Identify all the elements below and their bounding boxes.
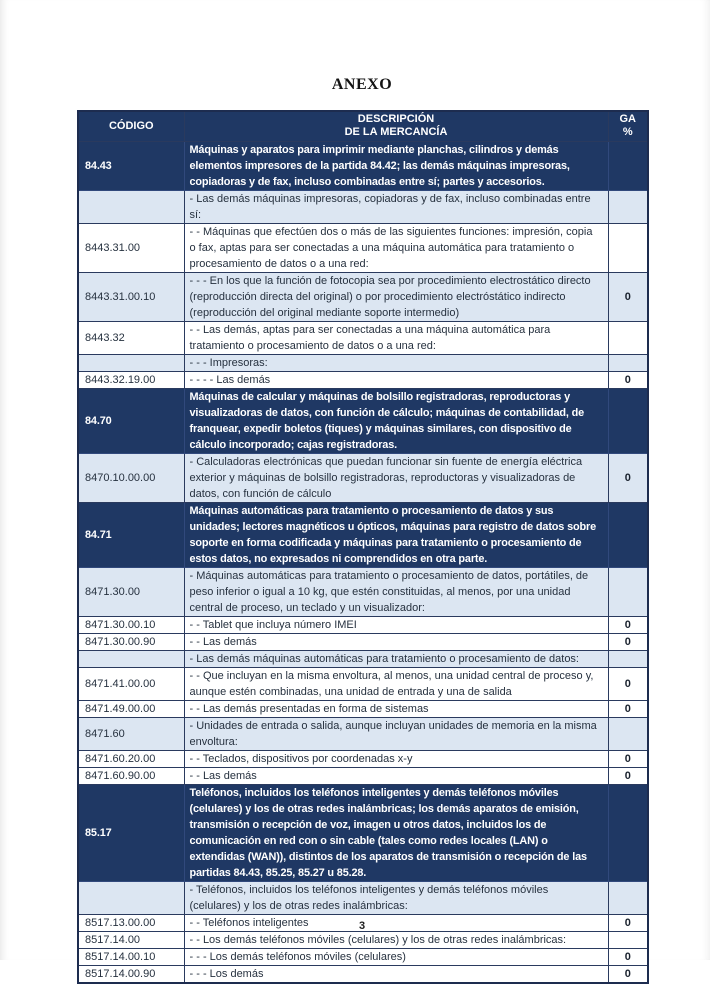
ga-cell: 0 <box>608 948 648 965</box>
ga-cell: 0 <box>608 453 648 502</box>
table-row <box>78 767 648 784</box>
table-row <box>78 717 648 750</box>
description-cell: - Máquinas automáticas para tratamiento o procesamiento de datos, portátiles, de peso inferior o igual a 10 kg, que estén constituidas, al menos, por una unidad central de proceso, un teclado y un visualizador: <box>184 567 608 616</box>
description-cell: Teléfonos, incluidos los teléfonos inteligentes y demás teléfonos móviles (celulares) y los de otras redes inalámbricas; los demás aparatos de emisión, transmisión o recepción de voz, imagen u otros datos, incluidos los de comunicación en red con o sin cable (tales como redes locales (LAN) o extendidas (WAN)), distintos de los aparatos de transmisión o recepción de las partidas 84.43, 85.25, 85.27 u 85.28. <box>184 784 608 881</box>
table-row <box>78 321 648 354</box>
ga-cell: 0 <box>608 767 648 784</box>
code-cell: 8443.31.00.10 <box>78 272 184 321</box>
code-cell: 8517.13.00.00 <box>78 914 184 931</box>
code-cell: 8471.30.00.10 <box>78 616 184 633</box>
description-cell: - - Teclados, dispositivos por coordenadas x-y <box>184 750 608 767</box>
code-cell: 8517.14.00.90 <box>78 965 184 983</box>
ga-cell <box>608 784 648 881</box>
ga-cell: 0 <box>608 700 648 717</box>
description-cell: Máquinas y aparatos para imprimir mediante planchas, cilindros y demás elementos impresores de la partida 84.42; las demás máquinas impresoras, copiadoras y de fax, incluso combinadas entre sí; partes y accesorios. <box>184 141 608 190</box>
header-descripcion <box>184 111 608 141</box>
table-row <box>78 453 648 502</box>
code-cell: 8443.32 <box>78 321 184 354</box>
header-ga-line1: GA <box>619 113 636 126</box>
code-cell: 8470.10.00.00 <box>78 453 184 502</box>
ga-cell <box>608 141 648 190</box>
description-cell: - - Las demás <box>184 633 608 650</box>
description-cell: Máquinas de calcular y máquinas de bolsillo registradoras, reproductoras y visualizadoras de datos, con función de cálculo; máquinas de contabilidad, de franquear, expedir boletos (tiques) y máquinas similares, con dispositivo de cálculo incorporado; cajas registradoras. <box>184 388 608 453</box>
table-row <box>78 931 648 948</box>
ga-cell <box>608 650 648 667</box>
ga-cell <box>608 321 648 354</box>
description-cell: - Las demás máquinas automáticas para tratamiento o procesamiento de datos: <box>184 650 608 667</box>
ga-cell <box>608 502 648 567</box>
ga-cell <box>608 354 648 371</box>
description-cell: - - - Los demás <box>184 965 608 983</box>
description-cell: - - Teléfonos inteligentes <box>184 914 608 931</box>
description-cell: - - Los demás teléfonos móviles (celulares) y los de otras redes inalámbricas: <box>184 931 608 948</box>
code-cell: 85.17 <box>78 784 184 881</box>
header-codigo-label: CÓDIGO <box>108 120 154 133</box>
ga-cell <box>608 190 648 223</box>
code-cell: 8471.30.00 <box>78 567 184 616</box>
header-descripcion-line1: DESCRIPCIÓN <box>357 113 435 126</box>
ga-cell: 0 <box>608 633 648 650</box>
header-codigo <box>78 111 184 141</box>
table-row <box>78 700 648 717</box>
ga-cell <box>608 388 648 453</box>
table-row <box>78 371 648 388</box>
table-row <box>78 190 648 223</box>
tariff-table-body <box>78 141 648 983</box>
description-cell: - - Las demás, aptas para ser conectadas a una máquina automática para tratamiento o procesamiento de datos o a una red: <box>184 321 608 354</box>
code-cell: 84.71 <box>78 502 184 567</box>
description-cell: - - Las demás <box>184 767 608 784</box>
table-row <box>78 502 648 567</box>
code-cell: 8443.32.19.00 <box>78 371 184 388</box>
description-cell: - - - Los demás teléfonos móviles (celulares) <box>184 948 608 965</box>
description-cell: - Calculadoras electrónicas que puedan funcionar sin fuente de energía eléctrica exterior y máquinas de bolsillo registradoras, reproductoras y visualizadoras de datos, con función de cálculo <box>184 453 608 502</box>
description-cell: - - Máquinas que efectúen dos o más de las siguientes funciones: impresión, copia o fax, aptas para ser conectadas a una máquina automática para tratamiento o procesamiento de datos o a una red: <box>184 223 608 272</box>
page-title: ANEXO <box>331 76 393 93</box>
description-cell: - - - Impresoras: <box>184 354 608 371</box>
code-cell: 8471.60.20.00 <box>78 750 184 767</box>
description-cell: - Teléfonos, incluidos los teléfonos inteligentes y demás teléfonos móviles (celulares) y los de otras redes inalámbricas: <box>184 881 608 914</box>
description-cell: Máquinas automáticas para tratamiento o procesamiento de datos y sus unidades; lectores magnéticos u ópticos, máquinas para registro de datos sobre soporte en forma codificada y máquinas para tratamiento o procesamiento de estos datos, no expresados ni comprendidos en otra parte. <box>184 502 608 567</box>
code-cell: 8517.14.00 <box>78 931 184 948</box>
code-cell: 8443.31.00 <box>78 223 184 272</box>
page-number: 3 <box>358 920 366 932</box>
table-row <box>78 784 648 881</box>
table-row <box>78 567 648 616</box>
header-ga-line2: % <box>622 126 633 139</box>
description-cell: - Las demás máquinas impresoras, copiadoras y de fax, incluso combinadas entre sí: <box>184 190 608 223</box>
description-cell: - - Las demás presentadas en forma de sistemas <box>184 700 608 717</box>
table-row <box>78 948 648 965</box>
code-cell: 84.70 <box>78 388 184 453</box>
code-cell: 8471.60 <box>78 717 184 750</box>
code-cell <box>78 190 184 223</box>
description-cell: - - Que incluyan en la misma envoltura, al menos, una unidad central de proceso y, aunque estén combinadas, una unidad de entrada y una de salida <box>184 667 608 700</box>
table-row <box>78 141 648 190</box>
code-cell: 8471.60.90.00 <box>78 767 184 784</box>
description-cell: - - - En los que la función de fotocopia sea por procedimiento electrostático directo (reproducción directa del original) o por procedimiento electróstático indirecto (reproducción del original mediante soporte intermedio) <box>184 272 608 321</box>
code-cell <box>78 881 184 914</box>
code-cell <box>78 650 184 667</box>
tariff-table <box>77 110 649 984</box>
table-row <box>78 223 648 272</box>
ga-cell: 0 <box>608 272 648 321</box>
code-cell <box>78 354 184 371</box>
header-ga <box>608 111 648 141</box>
table-row <box>78 616 648 633</box>
ga-cell: 0 <box>608 667 648 700</box>
table-row <box>78 965 648 983</box>
code-cell: 84.43 <box>78 141 184 190</box>
ga-cell: 0 <box>608 914 648 931</box>
ga-cell <box>608 931 648 948</box>
code-cell: 8517.14.00.10 <box>78 948 184 965</box>
table-row <box>78 388 648 453</box>
ga-cell: 0 <box>608 750 648 767</box>
ga-cell <box>608 567 648 616</box>
ga-cell <box>608 881 648 914</box>
description-cell: - - - - Las demás <box>184 371 608 388</box>
code-cell: 8471.49.00.00 <box>78 700 184 717</box>
ga-cell: 0 <box>608 965 648 983</box>
table-row <box>78 650 648 667</box>
table-row <box>78 750 648 767</box>
ga-cell <box>608 717 648 750</box>
header-descripcion-line2: DE LA MERCANCÍA <box>344 126 448 139</box>
description-cell: - Unidades de entrada o salida, aunque incluyan unidades de memoria en la misma envoltura: <box>184 717 608 750</box>
code-cell: 8471.41.00.00 <box>78 667 184 700</box>
code-cell: 8471.30.00.90 <box>78 633 184 650</box>
table-row <box>78 667 648 700</box>
description-cell: - - Tablet que incluya número IMEI <box>184 616 608 633</box>
table-row <box>78 633 648 650</box>
table-header-row <box>78 111 648 141</box>
table-row <box>78 881 648 914</box>
ga-cell <box>608 223 648 272</box>
ga-cell: 0 <box>608 371 648 388</box>
table-row <box>78 354 648 371</box>
table-row <box>78 272 648 321</box>
ga-cell: 0 <box>608 616 648 633</box>
